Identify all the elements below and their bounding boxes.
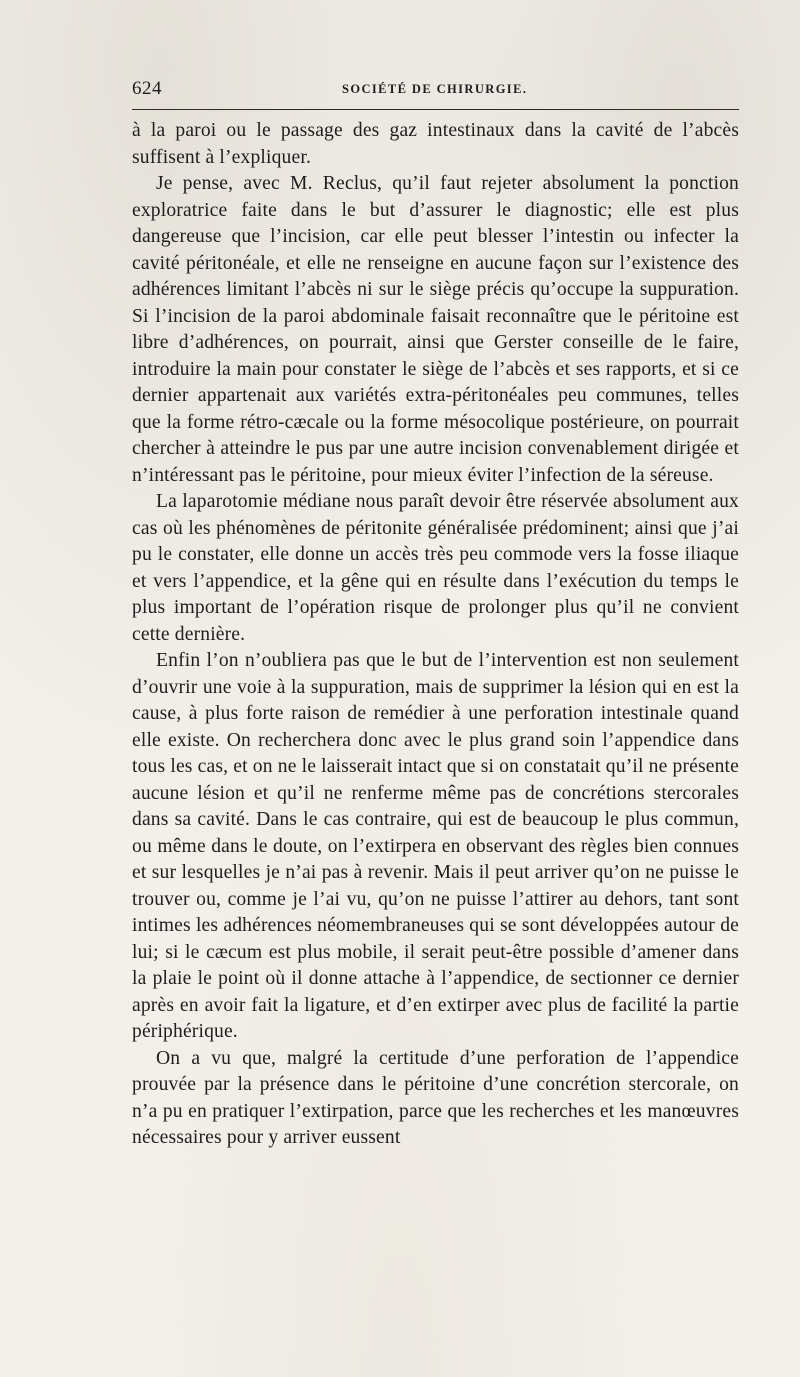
- page-number: 624: [132, 78, 162, 99]
- header-rule: [132, 109, 739, 110]
- book-page: [132, 78, 739, 1152]
- paragraph: Je pense, avec M. Reclus, qu’il faut rejeter absolument la ponction exploratrice faite dans le but d’assurer le diagnostic; elle est plus dangereuse que l’incision, car elle peut blesser l’intestin ou infecter la cavité péritonéale, et elle ne renseigne en aucune façon sur l’existence des adhérences limitant l’abcès ni sur le siège précis qu’occupe la suppuration. Si l’incision de la paroi abdominale faisait reconnaître que le péritoine est libre d’adhérences, on pourrait, ainsi que Gerster conseille de le faire, introduire la main pour constater le siège de l’abcès et ses rapports, et si ce dernier appartenait aux variétés extra-péritonéales peu communes, telles que la forme rétro-cæcale ou la forme mésocolique postérieure, on pourrait chercher à atteindre le pus par une autre incision convenablement dirigée et n’intéressant pas le péritoine, pour mieux éviter l’infection de la séreuse.: [132, 173, 739, 486]
- page-header: [132, 78, 739, 104]
- paragraph-continued: à la paroi ou le passage des gaz intestinaux dans la cavité de l’abcès suffisent à l’expliquer.: [132, 120, 739, 168]
- paragraph: Enfin l’on n’oubliera pas que le but de l’intervention est non seulement d’ouvrir une voie à la suppuration, mais de supprimer la lésion qui en est la cause, à plus forte raison de remédier à une perforation intestinale quand elle existe. On recherchera donc avec le plus grand soin l’appendice dans tous les cas, et on ne le laisserait intact que si on constatait qu’il ne présente aucune lésion et qu’il ne renferme même pas de concrétions stercorales dans sa cavité. Dans le cas contraire, qui est de beaucoup le plus commun, ou même dans le doute, on l’extirpera en observant des règles bien connues et sur lesquelles je n’ai pas à revenir. Mais il peut arriver qu’on ne puisse le trouver ou, comme je l’ai vu, qu’on ne puisse l’attirer au dehors, tant sont intimes les adhérences néomembraneuses qui se sont développées autour de lui; si le cæcum est plus mobile, il serait peut-être possible d’amener dans la plaie le point où il donne attache à l’appendice, de sectionner ce dernier après en avoir fait la ligature, et d’en extirper avec plus de facilité la partie périphérique.: [132, 650, 739, 1042]
- paragraph: On a vu que, malgré la certitude d’une perforation de l’appendice prouvée par la présence dans le péritoine d’une concrétion stercorale, on n’a pu en pratiquer l’extirpation, parce que les recherches et les manœuvres nécessaires pour y arriver eussent: [132, 1047, 739, 1148]
- body-text: [132, 118, 739, 1152]
- paragraph: La laparotomie médiane nous paraît devoir être réservée absolument aux cas où les phénomènes de péritonite généralisée prédominent; ainsi que j’ai pu le constater, elle donne un accès très peu commode vers la fosse iliaque et vers l’appendice, et la gêne qui en résulte dans l’exécution du temps le plus important de l’opération risque de prolonger plus qu’il ne convient cette dernière.: [132, 491, 739, 645]
- running-head: SOCIÉTÉ DE CHIRURGIE.: [342, 82, 528, 96]
